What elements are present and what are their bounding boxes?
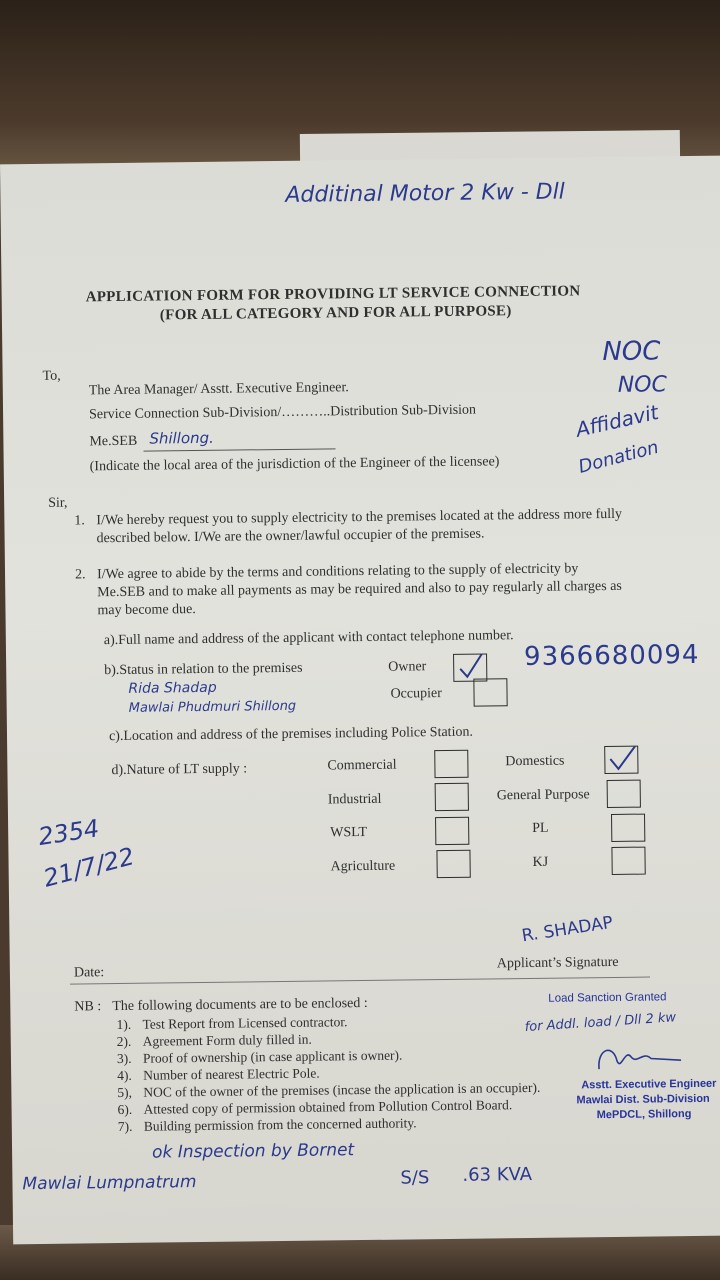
para1-line2: described below. I/We are the owner/lawful occupier of the premises. — [96, 526, 485, 547]
addressee-line4: (Indicate the local area of the jurisdiction of the Engineer of the licensee) — [89, 454, 500, 475]
nb-label: NB : — [74, 999, 102, 1015]
field-a-label: a).Full name and address of the applicant with contact telephone number. — [103, 628, 514, 649]
option-industrial-label: Industrial — [327, 791, 382, 808]
industrial-checkbox[interactable] — [435, 783, 469, 811]
margin-note-4: Donation — [576, 436, 661, 478]
nb-item-number: 6). — [117, 1101, 133, 1118]
addressee-line1: The Area Manager/ Asstt. Executive Engineer. — [88, 380, 349, 399]
nb-item-number: 3). — [116, 1050, 132, 1067]
nb-item-text: Attested copy of permission obtained from Pollution Control Board. — [143, 1097, 513, 1117]
occupier-label: Occupier — [390, 686, 442, 702]
domestics-checkbox[interactable] — [604, 746, 638, 774]
option-wslt-label: WSLT — [330, 824, 368, 841]
handwritten-header: Additinal Motor 2 Kw - Dll — [285, 179, 565, 208]
nb-item-number: 2). — [116, 1033, 132, 1050]
stamp-line1: Asstt. Executive Engineer — [581, 1077, 717, 1092]
stamp-line3: MePDCL, Shillong — [596, 1108, 692, 1122]
addressee-line3-prefix: Me.SEB — [89, 433, 138, 450]
addressee-line2: Service Connection Sub-Division/………..Distribution Sub-Division — [89, 402, 477, 423]
para2-line3: may become due. — [97, 602, 196, 619]
nb-item-text: Building permission from the concerned authority. — [143, 1115, 417, 1134]
para2-line1: I/We agree to abide by the terms and conditions relating to the supply of electricity by — [96, 561, 579, 583]
bottom-note-ss: S/S — [400, 1167, 430, 1189]
owner-label: Owner — [388, 659, 427, 675]
form-page — [0, 156, 720, 1245]
nb-item-text: Number of nearest Electric Pole. — [143, 1065, 320, 1083]
para1-number: 1. — [74, 513, 85, 529]
margin-receipt-number: 2354 — [36, 814, 102, 852]
signature-label: Applicant’s Signature — [496, 954, 619, 972]
nb-intro: The following documents are to be enclosed : — [112, 995, 368, 1015]
option-domestics-label: Domestics — [505, 753, 565, 770]
bottom-note-line1: ok Inspection by Bornet — [151, 1140, 355, 1163]
option-agriculture-label: Agriculture — [330, 858, 396, 875]
kj-checkbox[interactable] — [611, 847, 645, 875]
option-general-purpose-label: General Purpose — [496, 787, 590, 804]
sanction-handwritten-note: for Addl. load / Dll 2 kw — [524, 1010, 677, 1036]
to-label: To, — [42, 368, 61, 384]
applicant-name: Rida Shadap — [128, 679, 217, 697]
para1-line1: I/We hereby request you to supply electricity to the premises located at the address more fully — [96, 506, 623, 529]
salutation: Sir, — [48, 495, 68, 511]
agriculture-checkbox[interactable] — [436, 850, 470, 878]
margin-note-2: NOC — [617, 372, 668, 398]
check-icon — [454, 654, 486, 680]
margin-note-1: NOC — [602, 336, 661, 368]
nb-item-text: Proof of ownership (in case applicant is owner). — [142, 1047, 403, 1066]
date-label: Date: — [73, 965, 105, 981]
margin-note-3: Affidavit — [573, 399, 661, 442]
option-kj-label: KJ — [532, 854, 549, 870]
bottom-note-kva: .63 KVA — [462, 1163, 533, 1186]
field-c-label: c).Location and address of the premises including Police Station. — [108, 724, 474, 745]
nb-item-text: Test Report from Licensed contractor. — [142, 1014, 348, 1032]
nb-item-number: 7). — [117, 1118, 133, 1135]
margin-receipt-date: 21/7/22 — [40, 842, 138, 893]
option-commercial-label: Commercial — [327, 757, 397, 774]
addressee-handwritten-place: Shillong. — [149, 428, 215, 448]
wslt-checkbox[interactable] — [435, 817, 469, 845]
signature-divider — [70, 977, 650, 985]
addressee-underline — [144, 448, 336, 451]
para2-number: 2. — [74, 567, 86, 583]
check-icon — [605, 747, 637, 773]
nb-item-text: Agreement Form duly filled in. — [142, 1031, 312, 1049]
nb-item-number: 4). — [117, 1067, 132, 1084]
field-b-label: b).Status in relation to the premises — [104, 660, 303, 679]
nb-item-text: NOC of the owner of the premises (incase the application is an occupier). — [143, 1079, 541, 1100]
option-pl-label: PL — [532, 820, 549, 836]
stamp-line2: Mawlai Dist. Sub-Division — [576, 1092, 710, 1107]
applicant-signature: R. SHADAP — [520, 912, 615, 947]
bottom-note-line2: Mawlai Lumpnatrum — [22, 1172, 197, 1195]
officer-signature — [591, 1038, 691, 1079]
form-title-line1: APPLICATION FORM FOR PROVIDING LT SERVICE CONNECTION — [85, 283, 581, 306]
occupier-checkbox[interactable] — [473, 678, 507, 706]
applicant-address: Mawlai Phudmuri Shillong — [128, 698, 297, 716]
para2-line2: Me.SEB and to make all payments as may be required and also to pay regularly all charges as — [97, 578, 622, 601]
form-title-line2: (FOR ALL CATEGORY AND FOR ALL PURPOSE) — [159, 303, 512, 324]
nb-item-number: 5), — [117, 1084, 133, 1101]
load-sanction-stamp: Load Sanction Granted — [548, 991, 667, 1005]
pl-checkbox[interactable] — [611, 814, 645, 842]
nb-item-number: 1). — [116, 1016, 132, 1033]
field-d-label: d).Nature of LT supply : — [111, 761, 248, 779]
phone-number: 9366680094 — [523, 639, 700, 673]
commercial-checkbox[interactable] — [434, 750, 468, 778]
general-purpose-checkbox[interactable] — [607, 780, 641, 808]
